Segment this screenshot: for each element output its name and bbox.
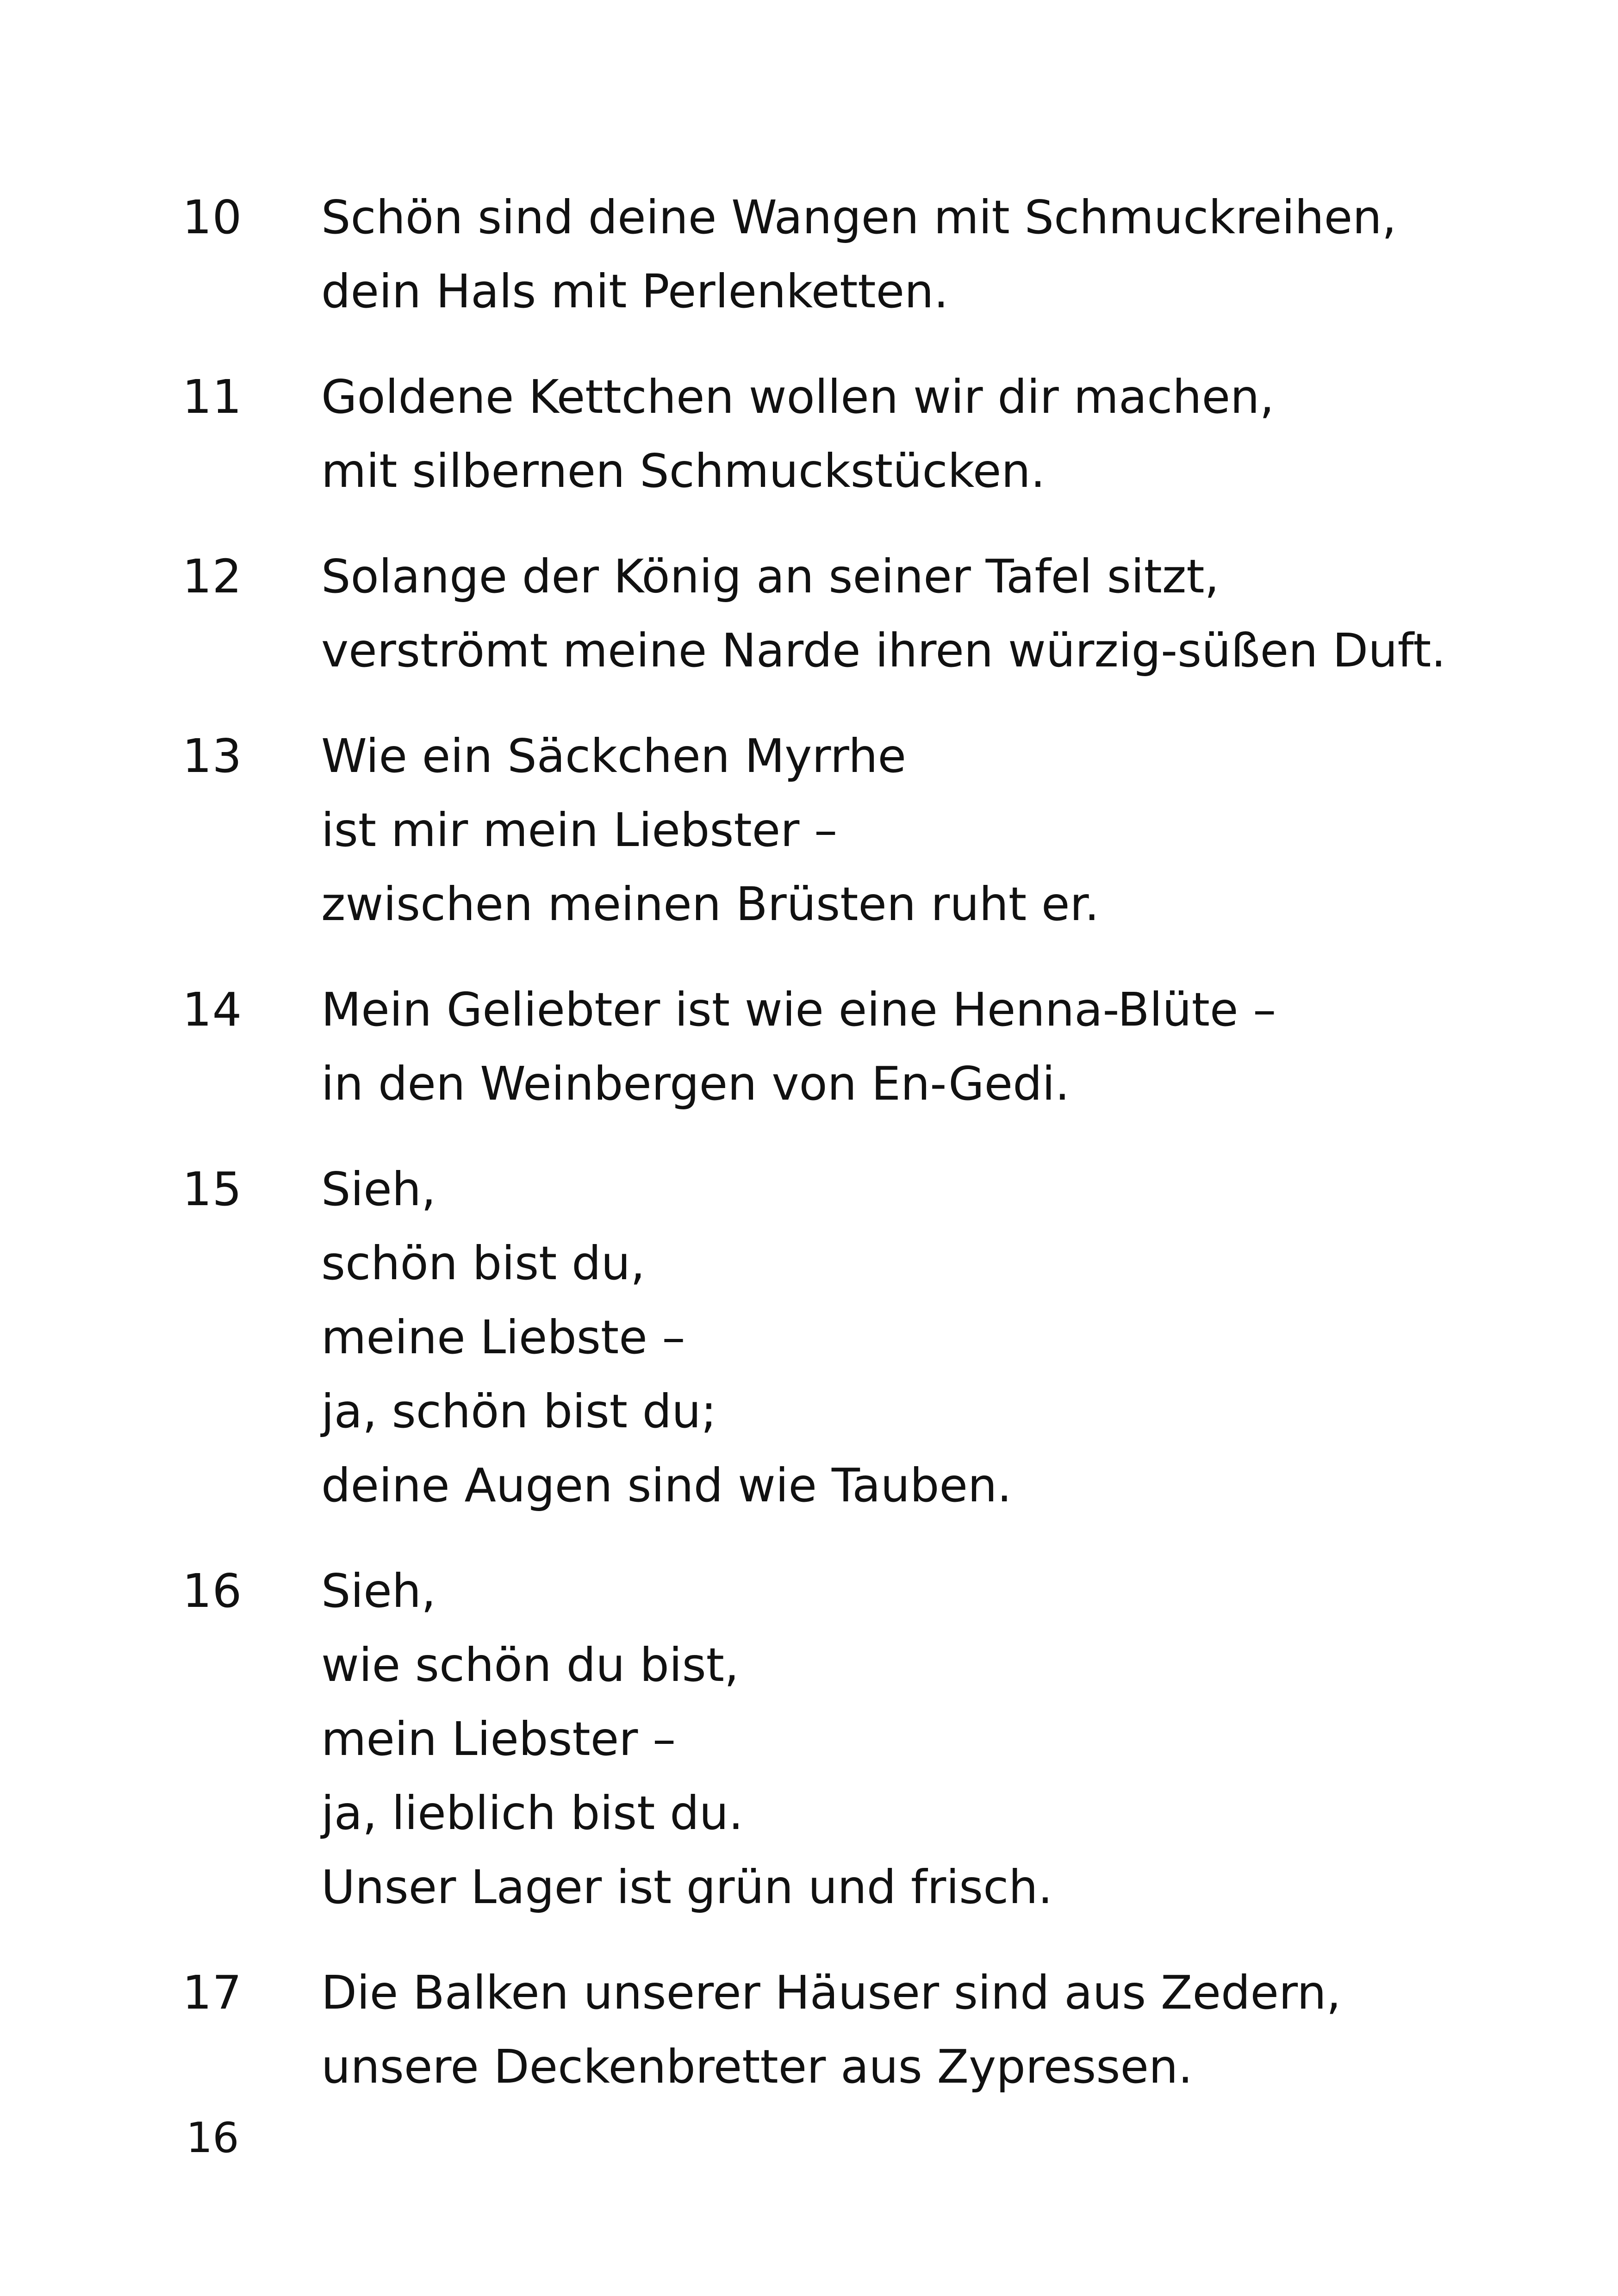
verse-line: verströmt meine Narde ihren würzig-süßen Duft. bbox=[321, 623, 1446, 678]
verse-text bbox=[321, 180, 1525, 329]
verse-line: zwischen meinen Brüsten ruht er. bbox=[321, 877, 1100, 931]
verse-text bbox=[321, 540, 1525, 688]
verse-line: ist mir mein Liebster – bbox=[321, 803, 838, 857]
verse-line: wie schön du bist, bbox=[321, 1638, 739, 1692]
verse-number: 12 bbox=[182, 549, 243, 604]
verse-line: deine Augen sind wie Tauben. bbox=[321, 1458, 1012, 1512]
verse-line: mein Liebster – bbox=[321, 1712, 676, 1766]
verse-number: 14 bbox=[182, 983, 243, 1037]
verse-text bbox=[321, 973, 1525, 1121]
verse-text bbox=[321, 1554, 1525, 1924]
verse-text bbox=[321, 360, 1525, 508]
verse-line: Wie ein Säckchen Myrrhe bbox=[321, 729, 907, 783]
verse-number: 16 bbox=[182, 1564, 243, 1618]
verse-line: Die Balken unserer Häuser sind aus Zedern, bbox=[321, 1966, 1341, 2020]
verse-text bbox=[321, 719, 1525, 941]
verse-line: meine Liebste – bbox=[321, 1310, 685, 1364]
verse-line: Sieh, bbox=[321, 1162, 436, 1216]
verse-line: Solange der König an seiner Tafel sitzt, bbox=[321, 549, 1220, 604]
verse-line: dein Hals mit Perlenketten. bbox=[321, 264, 949, 318]
verse-number: 17 bbox=[182, 1966, 243, 2020]
verse-line: schön bist du, bbox=[321, 1236, 645, 1290]
verse-text bbox=[321, 1152, 1525, 1523]
verse-number: 15 bbox=[182, 1162, 243, 1216]
verse-number: 11 bbox=[182, 370, 243, 424]
verse-line: ja, lieblich bist du. bbox=[321, 1786, 743, 1840]
verse-line: Mein Geliebter ist wie eine Henna-Blüte – bbox=[321, 983, 1276, 1037]
verse-line: Unser Lager ist grün und frisch. bbox=[321, 1860, 1053, 1914]
verse-line: unsere Deckenbretter aus Zypressen. bbox=[321, 2040, 1193, 2094]
verse-line: Goldene Kettchen wollen wir dir machen, bbox=[321, 370, 1275, 424]
verse-line: Sieh, bbox=[321, 1564, 436, 1618]
verse-text bbox=[321, 1956, 1525, 2104]
verse-number: 13 bbox=[182, 729, 243, 783]
verse-line: ja, schön bist du; bbox=[321, 1384, 717, 1438]
page-number: 16 bbox=[186, 2114, 239, 2162]
verse-line: in den Weinbergen von En-Gedi. bbox=[321, 1057, 1070, 1111]
verse-line: Schön sind deine Wangen mit Schmuckreihen, bbox=[321, 190, 1397, 244]
verse-line: mit silbernen Schmuckstücken. bbox=[321, 444, 1045, 498]
verse-number: 10 bbox=[182, 190, 243, 244]
